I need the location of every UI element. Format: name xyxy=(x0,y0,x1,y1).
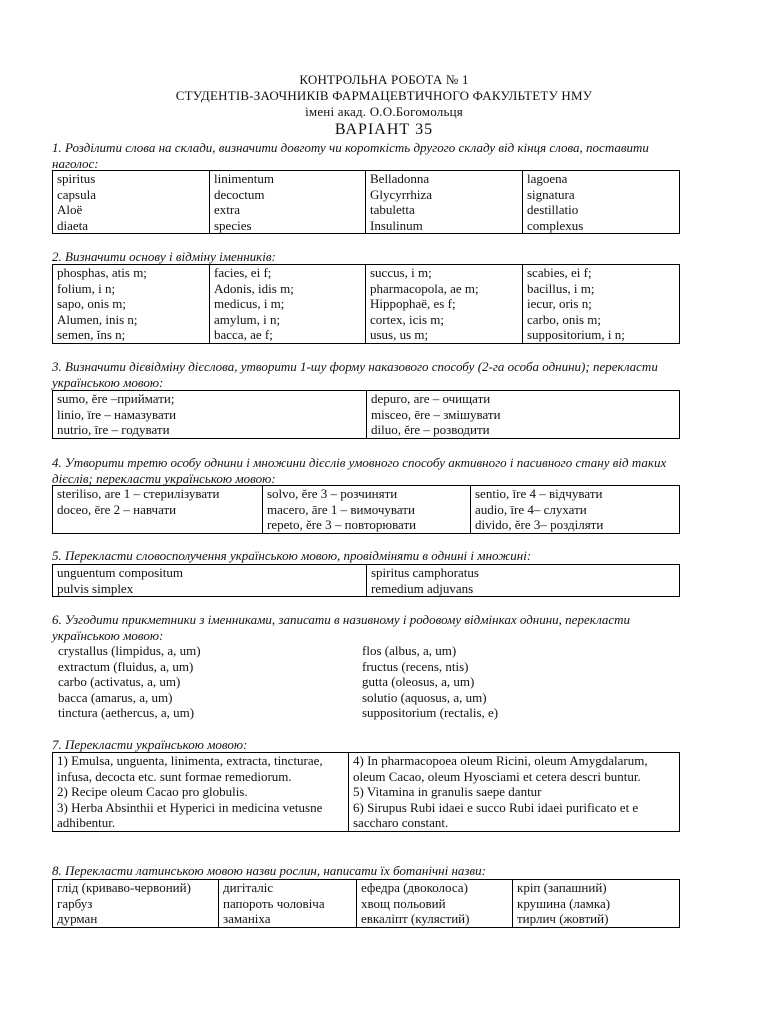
task-1-col-2 xyxy=(210,171,366,234)
list-item: facies, ei f; xyxy=(214,265,272,280)
list-item: linimentum xyxy=(214,171,274,186)
list-item: bacca (amarus, a, um) xyxy=(58,689,173,705)
list-item: папороть чоловіча xyxy=(223,895,325,911)
list-item: sentio, īre 4 – відчувати xyxy=(475,486,603,501)
list-item: crystallus (limpidus, a, um) xyxy=(58,643,201,658)
list-item: capsula xyxy=(57,186,96,202)
list-item: гарбуз xyxy=(57,895,93,911)
sentence-item: 6) Sirupus Rubi idaei e succo Rubi idaei purificato et e saccharo constant. xyxy=(353,799,639,830)
list-item: macero, āre 1 – вимочувати xyxy=(267,501,415,517)
list-item: sumo, ĕre –приймати; xyxy=(57,391,175,406)
task-2-table xyxy=(52,264,680,344)
task-2-title: 2. Визначити основу і відміну іменників: xyxy=(52,249,276,264)
list-item: suppositorium (rectalis, e) xyxy=(362,705,499,720)
list-item: diaeta xyxy=(57,217,89,233)
task-7-title: 7. Перекласти українською мовою: xyxy=(52,737,248,752)
list-item: medicus, i m; xyxy=(214,296,285,311)
list-item: pulvis simplex xyxy=(57,580,134,596)
list-item: flos (albus, a, um) xyxy=(362,643,457,658)
document-header xyxy=(0,72,768,139)
task-4-col-3 xyxy=(471,486,680,534)
list-item: iecur, oris n; xyxy=(527,296,592,311)
sentence-item: 5) Vitamina in granulis saepe dantur xyxy=(353,784,542,799)
task-4-col-1 xyxy=(53,486,263,534)
list-item: repeto, ĕre 3 – повторювати xyxy=(267,517,417,532)
list-item: ефедра (двоколоса) xyxy=(361,880,468,895)
task-3-title: 3. Визначити дієвідміну дієслова, утворити 1-шу форму наказового способу (2-га особа однини); перекласти українською мовою: xyxy=(52,359,658,390)
task-4-title: 4. Утворити третю особу однини і множини дієслів умовного способу активного і пасивного стану від таких дієслів; перекласти українською мовою: xyxy=(52,455,667,486)
list-item: заманіха xyxy=(223,911,271,926)
list-item: дурман xyxy=(57,911,98,926)
list-item: unguentum compositum xyxy=(57,565,184,580)
task-1-col-4 xyxy=(523,171,680,234)
sentence-item: 2) Recipe oleum Cacao pro globulis. xyxy=(57,784,248,799)
task-6-list xyxy=(58,643,678,723)
task-2-col-3 xyxy=(366,265,523,344)
list-item: carbo (activatus, a, um) xyxy=(58,674,181,689)
header-title: КОНТРОЛЬНА РОБОТА № 1 xyxy=(299,72,469,87)
list-item: bacillus, i m; xyxy=(527,280,595,296)
list-item: дигіталіс xyxy=(223,880,274,895)
list-item: audio, īre 4– слухати xyxy=(475,501,587,517)
list-item: extractum (fluidus, a, um) xyxy=(58,658,194,674)
task-8-title: 8. Перекласти латинською мовою назви рослин, написати їх ботанічні назви: xyxy=(52,863,486,878)
list-item: евкаліпт (кулястий) xyxy=(361,911,470,926)
list-item: tabuletta xyxy=(370,202,415,217)
list-item: тирлич (жовтий) xyxy=(517,911,609,926)
task-8-table xyxy=(52,879,680,928)
list-item: scabies, ei f; xyxy=(527,265,592,280)
list-item: misceo, ēre – змішувати xyxy=(371,406,501,422)
list-item: solvo, ĕre 3 – розчиняти xyxy=(267,486,398,501)
list-item: bacca, ae f; xyxy=(214,327,273,342)
task-8-col-4 xyxy=(513,880,680,928)
list-item: remedium adjuvans xyxy=(371,580,474,596)
list-item: carbo, onis m; xyxy=(527,311,602,327)
task-8-col-2 xyxy=(219,880,357,928)
list-item: amylum, i n; xyxy=(214,311,281,327)
list-item: cortex, icis m; xyxy=(370,311,445,327)
list-item: linio, īre – намазувати xyxy=(57,406,177,422)
list-item: destillatio xyxy=(527,202,579,217)
sentence-item: 1) Emulsa, unguenta, linimenta, extracta, tincturae, infusa, decocta etc. sunt formae remediorum. xyxy=(57,753,323,784)
task-1-title: 1. Розділити слова на склади, визначити довготу чи короткість другого складу від кінця слова, поставити наголос: xyxy=(52,140,649,171)
task-5-title: 5. Перекласти словосполучення українською мовою, провідміняти в однині і множині: xyxy=(52,548,532,563)
task-8-col-3 xyxy=(357,880,513,928)
list-item: Hippophaë, es f; xyxy=(370,296,456,311)
header-institution: імені акад. О.О.Богомольця xyxy=(305,104,463,119)
list-item: Aloë xyxy=(57,202,83,217)
list-item: folium, i n; xyxy=(57,280,116,296)
task-3-table xyxy=(52,390,680,439)
task-3-col-1 xyxy=(53,391,367,439)
list-item: кріп (запашний) xyxy=(517,880,607,895)
task-3-col-2 xyxy=(367,391,680,439)
list-item: nutrio, īre – годувати xyxy=(57,422,170,437)
list-item: depuro, are – очищати xyxy=(371,391,491,406)
list-item: крушина (ламка) xyxy=(517,895,611,911)
list-item: divido, ĕre 3– розділяти xyxy=(475,517,604,532)
list-item: хвощ польовий xyxy=(361,895,446,911)
task-5-col-2 xyxy=(367,565,680,597)
list-item: lagoena xyxy=(527,171,568,186)
list-item: decoctum xyxy=(214,186,265,202)
list-item: spiritus camphoratus xyxy=(371,565,479,580)
list-item: pharmacopola, ae m; xyxy=(370,280,479,296)
task-2-col-1 xyxy=(53,265,210,344)
task-6-col-2 xyxy=(362,643,498,721)
task-7-table xyxy=(52,752,680,832)
list-item: solutio (aquosus, a, um) xyxy=(362,689,487,705)
list-item: fructus (recens, ntis) xyxy=(362,658,469,674)
task-2-col-2 xyxy=(210,265,366,344)
header-subtitle: СТУДЕНТІВ-ЗАОЧНИКІВ ФАРМАЦЕВТИЧНОГО ФАКУЛЬТЕТУ НМУ xyxy=(175,88,593,103)
list-item: diluo, ĕre – розводити xyxy=(371,422,490,437)
task-1-col-3 xyxy=(366,171,523,234)
list-item: semen, ĭns n; xyxy=(57,327,126,342)
header-variant: ВАРІАНТ 35 xyxy=(334,121,434,138)
list-item: spiritus xyxy=(57,171,96,186)
task-7-col-2 xyxy=(349,753,680,832)
list-item: gutta (oleosus, a, um) xyxy=(362,674,475,689)
list-item: Glycyrrhiza xyxy=(370,186,433,202)
list-item: species xyxy=(214,217,252,233)
list-item: suppositorium, i n; xyxy=(527,327,625,342)
task-5-table xyxy=(52,564,680,597)
list-item: Belladonna xyxy=(370,171,430,186)
task-1-table xyxy=(52,170,680,234)
task-6-title: 6. Узгодити прикметники з іменниками, записати в називному і родовому відмінках однини, перекласти українською мовою: xyxy=(52,612,631,643)
task-1-col-1 xyxy=(53,171,210,234)
list-item: tinctura (aethercus, a, um) xyxy=(58,705,195,720)
list-item: doceo, ēre 2 – навчати xyxy=(57,501,177,517)
task-4-table xyxy=(52,485,680,534)
list-item: Adonis, idis m; xyxy=(214,280,294,296)
task-4-col-2 xyxy=(263,486,471,534)
sentence-item: 4) In pharmacopoea oleum Ricini, oleum Amygdalarum, oleum Cacao, oleum Hyosciami et cetera descri buntur. xyxy=(353,753,648,784)
list-item: глід (криваво-червоний) xyxy=(57,880,191,895)
list-item: phosphas, atis m; xyxy=(57,265,147,280)
task-6-col-1 xyxy=(58,643,201,721)
task-2-col-4 xyxy=(523,265,680,344)
list-item: complexus xyxy=(527,217,584,233)
list-item: Alumen, inis n; xyxy=(57,311,138,327)
list-item: extra xyxy=(214,202,240,217)
list-item: Insulinum xyxy=(370,217,423,233)
task-7-col-1 xyxy=(53,753,349,832)
sentence-item: 3) Herba Absinthii et Hyperici in medicina vetusne adhibentur. xyxy=(57,799,323,830)
list-item: succus, i m; xyxy=(370,265,432,280)
task-5-col-1 xyxy=(53,565,367,597)
list-item: steriliso, are 1 – стерилізувати xyxy=(57,486,220,501)
task-8-col-1 xyxy=(53,880,219,928)
list-item: usus, us m; xyxy=(370,327,429,342)
list-item: sapo, onis m; xyxy=(57,296,126,311)
list-item: signatura xyxy=(527,186,575,202)
